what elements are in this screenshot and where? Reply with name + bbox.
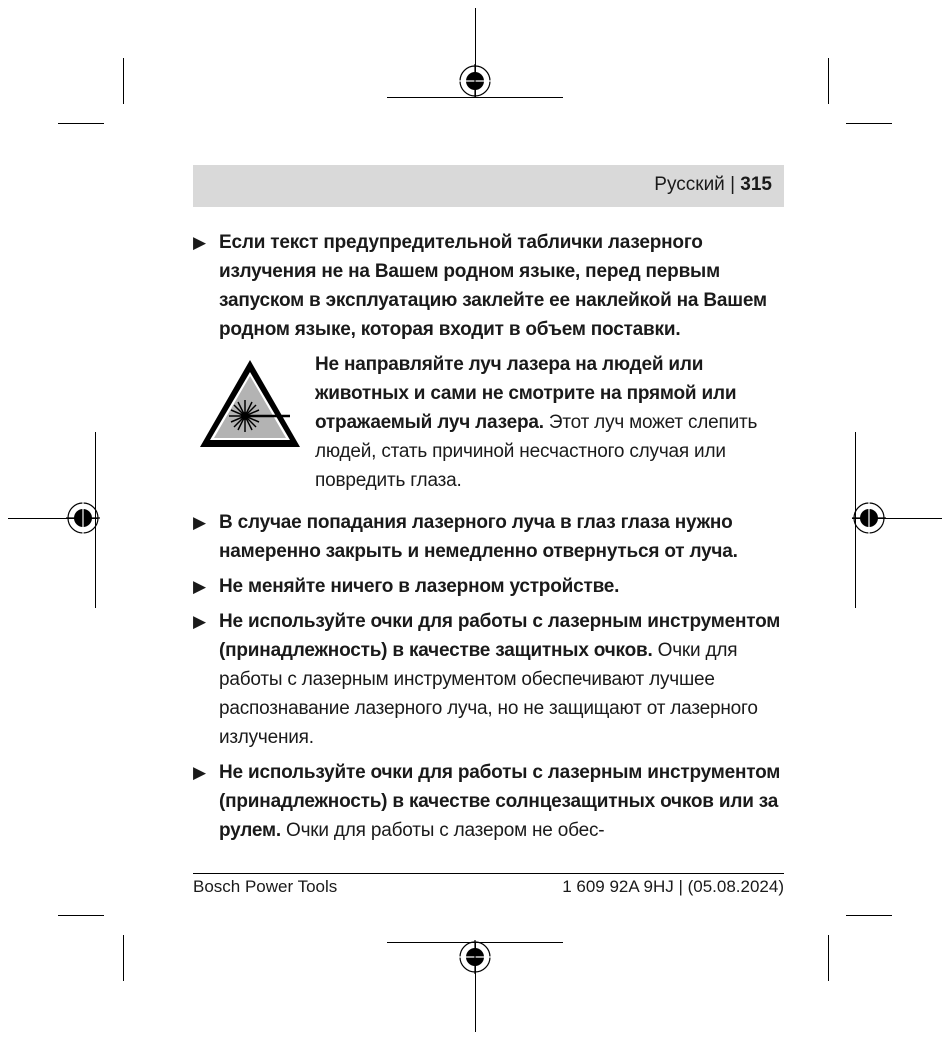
- list-item: ▶ Не используйте очки для работы с лазерным инструментом (принадлежность) в качестве солнцезащитных очков или за рулем. Очки для работы с лазером не обес-: [193, 758, 784, 845]
- bullet-arrow-icon: ▶: [193, 612, 206, 631]
- crop-mark: [828, 935, 829, 981]
- bullet-arrow-icon: ▶: [193, 577, 206, 596]
- laser-warning-triangle-icon: [198, 358, 302, 450]
- page-number: 315: [740, 174, 772, 195]
- crop-mark: [846, 915, 892, 916]
- bullet-arrow-icon: ▶: [193, 233, 206, 252]
- crop-mark: [123, 935, 124, 981]
- bullet-arrow-icon: ▶: [193, 513, 206, 532]
- footer-publisher: Bosch Power Tools: [193, 877, 338, 896]
- crop-mark: [123, 58, 124, 104]
- footer-divider: [193, 873, 784, 874]
- list-item: ▶ Не меняйте ничего в лазерном устройстве.: [193, 572, 784, 601]
- registration-target-icon: [66, 501, 100, 535]
- registration-target-icon: [458, 940, 492, 974]
- page-header: [193, 165, 784, 207]
- laser-warning-block: [193, 350, 784, 500]
- list-item: ▶ Если текст предупредительной таблички лазерного излучения не на Вашем родном языке, перед первым запуском в эксплуатацию заклейте ее наклейкой на Вашем родном языке, которая входит в объем поставки.: [193, 228, 784, 344]
- header-language: Русский: [654, 174, 725, 195]
- laser-warning-text: Не направляйте луч лазера на людей или животных и сами не смотрите на прямой или отражаемый луч лазера. Этот луч может слепить людей, стать причиной несчастного случая или повредить глаза.: [315, 354, 758, 491]
- registration-target-icon: [458, 64, 492, 98]
- crop-mark: [846, 123, 892, 124]
- list-item: ▶ Не используйте очки для работы с лазерным инструментом (принадлежность) в качестве защитных очков. Очки для работы с лазерным инструментом обеспечивают лучшее распознавание лазерного луча, но не защищают от лазерного излучения.: [193, 607, 784, 752]
- list-item: ▶ В случае попадания лазерного луча в глаз глаза нужно намеренно закрыть и немедленно отвернуться от луча.: [193, 508, 784, 566]
- safety-instructions: [193, 228, 784, 851]
- page-header-text: Русский | 315: [654, 174, 772, 195]
- bullet-arrow-icon: ▶: [193, 763, 206, 782]
- crop-mark: [828, 58, 829, 104]
- footer-document-id: 1 609 92A 9HJ | (05.08.2024): [562, 877, 784, 896]
- crop-mark: [58, 123, 104, 124]
- registration-target-icon: [852, 501, 886, 535]
- crop-mark: [58, 915, 104, 916]
